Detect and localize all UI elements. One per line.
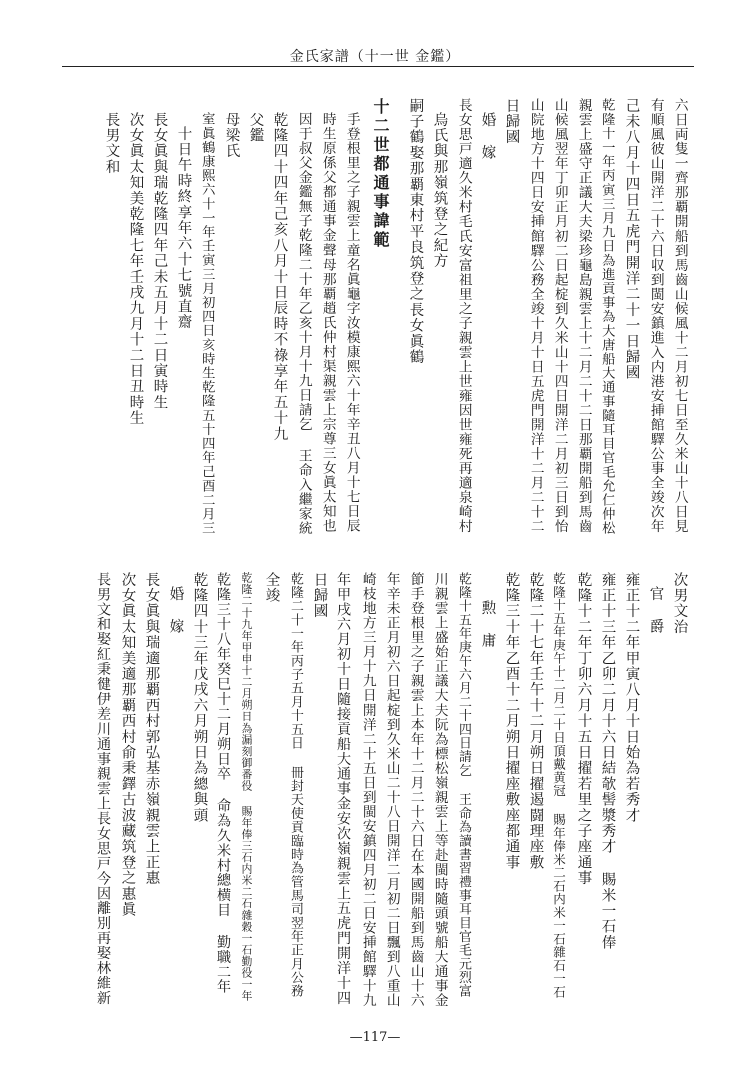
text-column: 雍正十三年乙卯二月十六日結欹髻漿秀才 賜米一石俸 <box>599 572 616 951</box>
text-column: 長女思戸適久米村毛氏安富祖里之子親雲上世雍因世雍死再適泉崎村 <box>455 98 472 534</box>
text-column: 時生原係父都通事金聲母那覇趙氏仲村渠親雲上宗尊三女眞太知也 <box>319 112 336 534</box>
text-column: 日歸國 <box>311 572 328 620</box>
text-column: 山候風翌年丁卯正月初二日起椗到久米山十四日開洋二月初三日到怡 <box>551 98 568 534</box>
text-column: 乾隆四十三年戊戌六月朔日為總與頭 <box>191 572 208 824</box>
text-column: 年辛未正月初六日起椗到久米山二十八日開洋二月初二日飄到八重山 <box>383 572 400 1008</box>
text-column: 乾隆十五年庚午十二月二十日頂戴黄冠 賜年俸米二石内米一石雜石一石 <box>551 572 567 999</box>
text-column: 長女眞與瑞適那覇西村郭弘基赤嶺親雲上正惠 <box>143 572 160 886</box>
text-column: 全竣 <box>263 572 280 604</box>
text-column: 乾隆三十八年癸巳十二月朔日卒 命為久米村總横目 勤職二年 <box>215 572 232 995</box>
text-column: 父鑑 <box>247 112 264 144</box>
text-column: 母梁氏 <box>223 112 240 160</box>
section-heading: 勲 庸 <box>479 600 496 649</box>
text-column: 手登根里之子親雲上童名眞龜字汝模康熙六十年辛丑八月十七日辰 <box>343 112 360 534</box>
page-header: 金氏家譜（十一世 金鑑） <box>289 49 461 65</box>
text-column: 乾隆三十年乙酉十二月朔日擢座敷座都通事 <box>503 572 520 871</box>
text-column: 乾隆十一年丙寅三月九日為進貢事為大唐船大通事隨耳目官毛允仁仲松 <box>599 98 615 536</box>
header-rule <box>62 66 694 67</box>
section-heading: 婚 嫁 <box>167 586 184 635</box>
section-heading: 婚 嫁 <box>479 112 496 161</box>
text-column: 六日両隻一齊那覇開船到馬齒山候風十二月初七日至久米山十八日見 <box>671 98 688 534</box>
text-column: 長男文和 <box>103 112 120 175</box>
text-column: 乾隆二十一年丙子五月十五日 冊封天使貢臨時為管馬司翌年正月公務 <box>287 572 303 998</box>
text-column: 乾隆十五年庚午六月二十四日請乞 王命為讀書習禮事耳目官毛元烈富 <box>455 572 471 998</box>
text-column: 親雲上盛守正議大夫梁珍龜島親雲上十二月二十二日那覇開船到馬齒 <box>575 98 592 534</box>
section-heading: 官 爵 <box>647 586 664 635</box>
text-column: 山院地方十四日安挿館驛公務全竣十月十日五虎門開洋十二月二十二 <box>527 98 544 534</box>
text-column: 烏氏與那嶺筑登之紀方 <box>431 112 448 269</box>
text-column: 日歸國 <box>503 98 520 146</box>
text-column: 次女眞太知美乾隆七年壬戌九月十二日丑時生 <box>127 112 144 426</box>
text-column: 乾隆二十九年甲申十二月朔日為漏刻御番役 賜年俸三石内米二石雜穀一石勤役一年 <box>239 572 253 1002</box>
text-column: 十日午時終享年六十七號直齋 <box>175 126 192 331</box>
text-column: 嗣子鶴娶那覇東村平良筑登之長女眞鶴 <box>407 98 424 365</box>
text-column: 乾隆十二年丁卯六月十五日擢若里之子座通事 <box>575 572 592 886</box>
generation-heading: 十二世都通事諱範 <box>371 98 390 250</box>
text-column: 有順風彼山開洋二十六日収到閩安鎮進入内港安挿館驛公事全竣次年 <box>647 98 664 534</box>
text-column: 因于叔父金鑑無子乾隆二十年乙亥十月十九日請乞 王命入繼家統 <box>295 112 312 536</box>
text-column: 乾隆二十七年壬午十二月朔日擢遏闘理座敷 <box>527 572 544 871</box>
text-column: 己未八月十四日五虎門開洋二十一日歸國 <box>623 98 640 381</box>
text-column: 次男文治 <box>671 572 688 635</box>
text-column: 崎枝地方三月十九日開洋二十五日到閩安鎮四月初二日安挿館驛十九 <box>359 572 376 1008</box>
text-column: 乾隆四十四年己亥八月十日辰時不祿享年五十九 <box>271 112 288 442</box>
text-column: 雍正十二年甲寅八月十日始為若秀才 <box>623 572 640 824</box>
text-column: 年甲戌六月初十日隨接貢船大通事金安次嶺親雲上五虎門開洋十四 <box>335 572 352 1006</box>
text-column: 川親雲上盛始正議大夫阮為標松嶺親雲上等赴閩時隨頭號船大通事金 <box>431 572 448 1008</box>
text-column: 次女眞太知美適那覇西村俞秉鐸古波藏筑登之惠眞 <box>119 572 136 918</box>
text-column: 長女眞與瑞乾隆四年己未五月十二日寅時生 <box>151 112 168 411</box>
text-column: 長男文和娶紅秉徤伊差川通事親雲上長女思戸今因離別再娶林維新 <box>95 572 112 1006</box>
page-number: —117— <box>349 1030 401 1045</box>
text-column: 節手登根里之子親雲上本年十二月二十六日在本國開船到馬齒山十六 <box>407 572 424 1008</box>
text-column: 室眞鶴康熙六十一年壬寅三月初四日亥時生乾隆五十四年己酉二月三 <box>199 112 215 535</box>
